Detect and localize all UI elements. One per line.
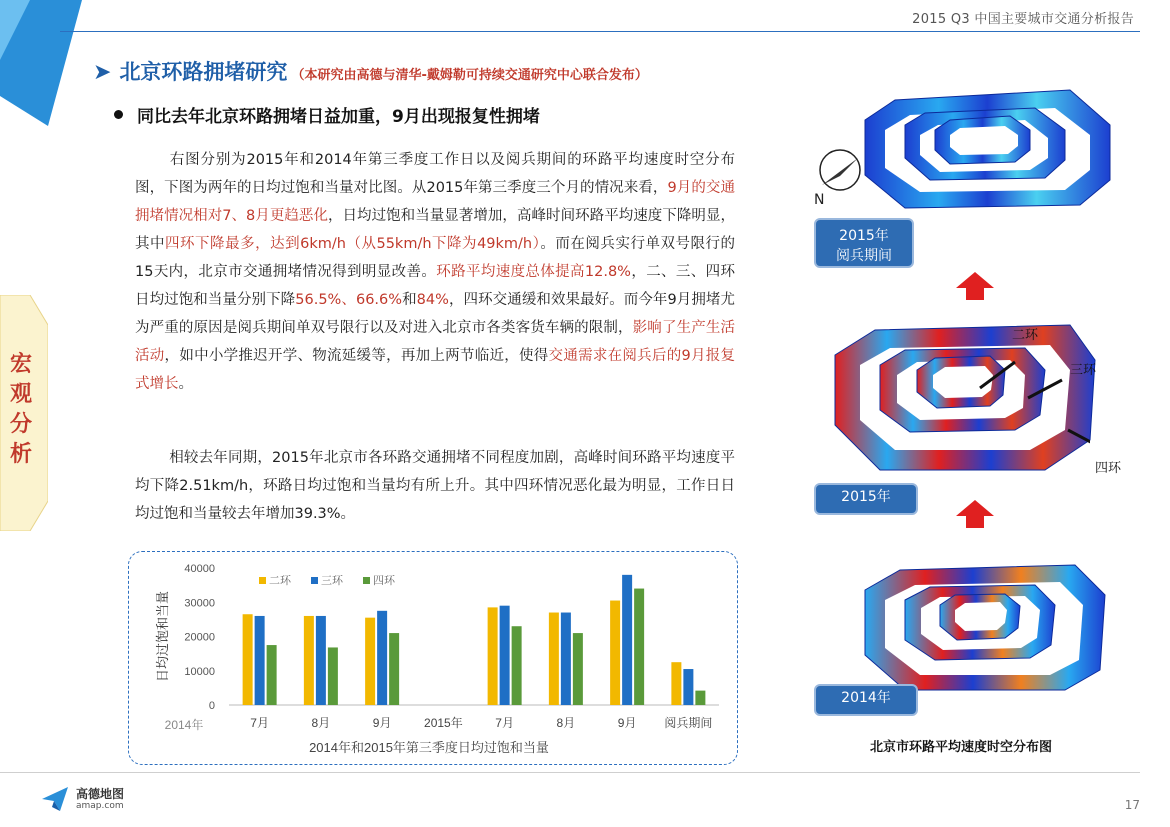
bar-二环-9月 — [365, 618, 375, 705]
logo-name: 高德地图 — [76, 786, 125, 801]
para1-highlight: 交通需求在阅兵后的9月报复式增长 — [135, 348, 736, 392]
para1-text: 。 — [178, 376, 193, 392]
chart-title: 2014年和2015年第三季度日均过饱和当量 — [309, 740, 549, 755]
bar-四环-9月 — [389, 633, 399, 705]
bar-二环-9月 — [610, 601, 620, 705]
tag-2015-parade: 2015年 阅兵期间 — [814, 218, 914, 268]
para1-text: 和 — [402, 292, 417, 308]
bar-三环-阅兵期间 — [683, 669, 693, 705]
y-tick-label: 0 — [208, 700, 215, 712]
bar-四环-8月 — [573, 633, 583, 705]
speed-map-caption: 北京市环路平均速度时空分布图 — [870, 740, 1053, 755]
para1-text: ，日均过饱和当量显著增加，高峰时间环路平均速度下降明显，其中 — [135, 208, 736, 252]
x-tick-label: 9月 — [617, 716, 637, 730]
para1-text: ，如中小学推迟开学、物流延缓等，再加上两节临近，使得 — [164, 348, 549, 364]
legend-swatch-四环 — [363, 577, 370, 584]
para1-highlight: 9月的交通拥堵情况相对7、8月更趋恶化 — [135, 180, 735, 224]
para1-text: ，四环交通缓和效果最好。而今年9月拥堵尤为严重的原因是阅兵期间单双号限行以及对进入北京市各类客货车辆的限制， — [135, 292, 735, 336]
x-tick-label: 8月 — [556, 716, 576, 730]
tag-2014: 2014年 — [814, 684, 918, 716]
chart-container — [128, 551, 738, 765]
bar-二环-7月 — [488, 607, 498, 705]
para2-text: 相较去年同期，2015年北京市各环路交通拥堵不同程度加剧，高峰时间环路平均速度平均下降2.51km/h，环路日均过饱和当量均有所上升。其中四环情况恶化最为明显，工作日日均过饱和当量较去年增加39.3%。 — [135, 450, 735, 522]
group-label-2014: 2014年 — [164, 718, 204, 732]
bar-二环-8月 — [549, 613, 559, 705]
para1-highlight: 56.5%、66.6% — [295, 292, 403, 308]
section-title — [93, 56, 648, 86]
compass-letter: N — [814, 192, 825, 208]
label-ring3: 三环 — [1070, 363, 1097, 378]
para1-highlight: 影响了生产生活活动 — [135, 320, 735, 364]
bar-四环-7月 — [267, 645, 277, 705]
label-ring4: 四环 — [1095, 461, 1122, 476]
y-tick-label: 20000 — [184, 631, 215, 644]
x-tick-label: 阅兵期间 — [664, 716, 713, 730]
y-tick-label: 40000 — [184, 563, 215, 575]
section-heading: 北京环路拥堵研究 — [119, 60, 288, 84]
x-tick-label: 2015年 — [424, 716, 463, 730]
para1-highlight: 环路平均速度总体提高12.8% — [436, 264, 631, 280]
x-tick-label: 7月 — [250, 716, 269, 730]
bar-三环-8月 — [561, 613, 571, 705]
report-title: 2015 Q3 中国主要城市交通分析报告 — [912, 12, 1134, 27]
amap-logo — [40, 785, 124, 813]
bar-二环-7月 — [243, 614, 253, 705]
bar-二环-阅兵期间 — [671, 662, 681, 705]
compass-icon — [810, 140, 870, 210]
bar-三环-9月 — [377, 611, 387, 705]
legend-label-四环: 四环 — [373, 575, 395, 587]
bullet-heading — [114, 102, 540, 127]
label-ring2: 二环 — [1012, 328, 1039, 343]
bar-chart — [129, 552, 737, 764]
bar-四环-7月 — [512, 626, 522, 705]
analysis-paragraph-2 — [135, 444, 735, 528]
speed-maps-panel — [790, 80, 1170, 780]
y-tick-label: 30000 — [184, 597, 215, 610]
bar-三环-7月 — [500, 606, 510, 705]
bar-三环-7月 — [255, 616, 265, 705]
bar-四环-9月 — [634, 589, 644, 705]
bar-四环-阅兵期间 — [695, 691, 705, 705]
analysis-paragraph-1 — [135, 146, 735, 398]
legend-label-二环: 二环 — [269, 575, 291, 587]
section-arrow-icon: ➤ — [93, 60, 112, 85]
para1-text: ，二、三、四环日均过饱和当量分别下降 — [135, 264, 736, 308]
y-tick-label: 10000 — [184, 665, 215, 678]
para1-text: 。而在阅兵实行单双号限行的15天内，北京市交通拥堵情况得到明显改善。 — [135, 236, 736, 280]
tag-2015: 2015年 — [814, 483, 918, 515]
page-number: 17 — [1124, 798, 1140, 812]
amap-logo-icon — [40, 785, 70, 813]
legend-swatch-二环 — [259, 577, 266, 584]
header-divider — [60, 31, 1140, 32]
bullet-heading-text: 同比去年北京环路拥堵日益加重，9月出现报复性拥堵 — [137, 107, 540, 127]
footer-divider — [0, 772, 1140, 773]
x-tick-label: 9月 — [372, 716, 392, 730]
legend-swatch-三环 — [311, 577, 318, 584]
bullet-dot-icon — [114, 110, 123, 119]
speed-map-2014 — [855, 560, 1125, 700]
bar-三环-9月 — [622, 575, 632, 705]
bar-三环-8月 — [316, 616, 326, 705]
x-tick-label: 7月 — [495, 716, 514, 730]
x-tick-label: 8月 — [311, 716, 331, 730]
bar-二环-8月 — [304, 616, 314, 705]
side-section-tab — [0, 295, 48, 531]
bar-四环-8月 — [328, 647, 338, 705]
para1-highlight: 84% — [416, 292, 449, 308]
y-axis-label: 日均过饱和当量 — [155, 590, 170, 683]
logo-domain: amap.com — [76, 800, 124, 811]
up-arrow-icon — [956, 500, 994, 528]
para1-text: 右图分别为2015年和2014年第三季度工作日以及阅兵期间的环路平均速度时空分布图，下图为两年的日均过饱和当量对比图。从2015年第三季度三个月的情况来看， — [135, 152, 735, 196]
side-tab-label: 宏观分析 — [9, 352, 32, 467]
up-arrow-icon — [956, 272, 994, 300]
section-subheading: （本研究由高德与清华-戴姆勒可持续交通研究中心联合发布） — [291, 68, 648, 83]
legend-label-三环: 三环 — [321, 575, 343, 587]
para1-highlight: 四环下降最多，达到6km/h（从55km/h下降为49km/h） — [165, 236, 541, 252]
corner-decoration — [0, 0, 85, 130]
